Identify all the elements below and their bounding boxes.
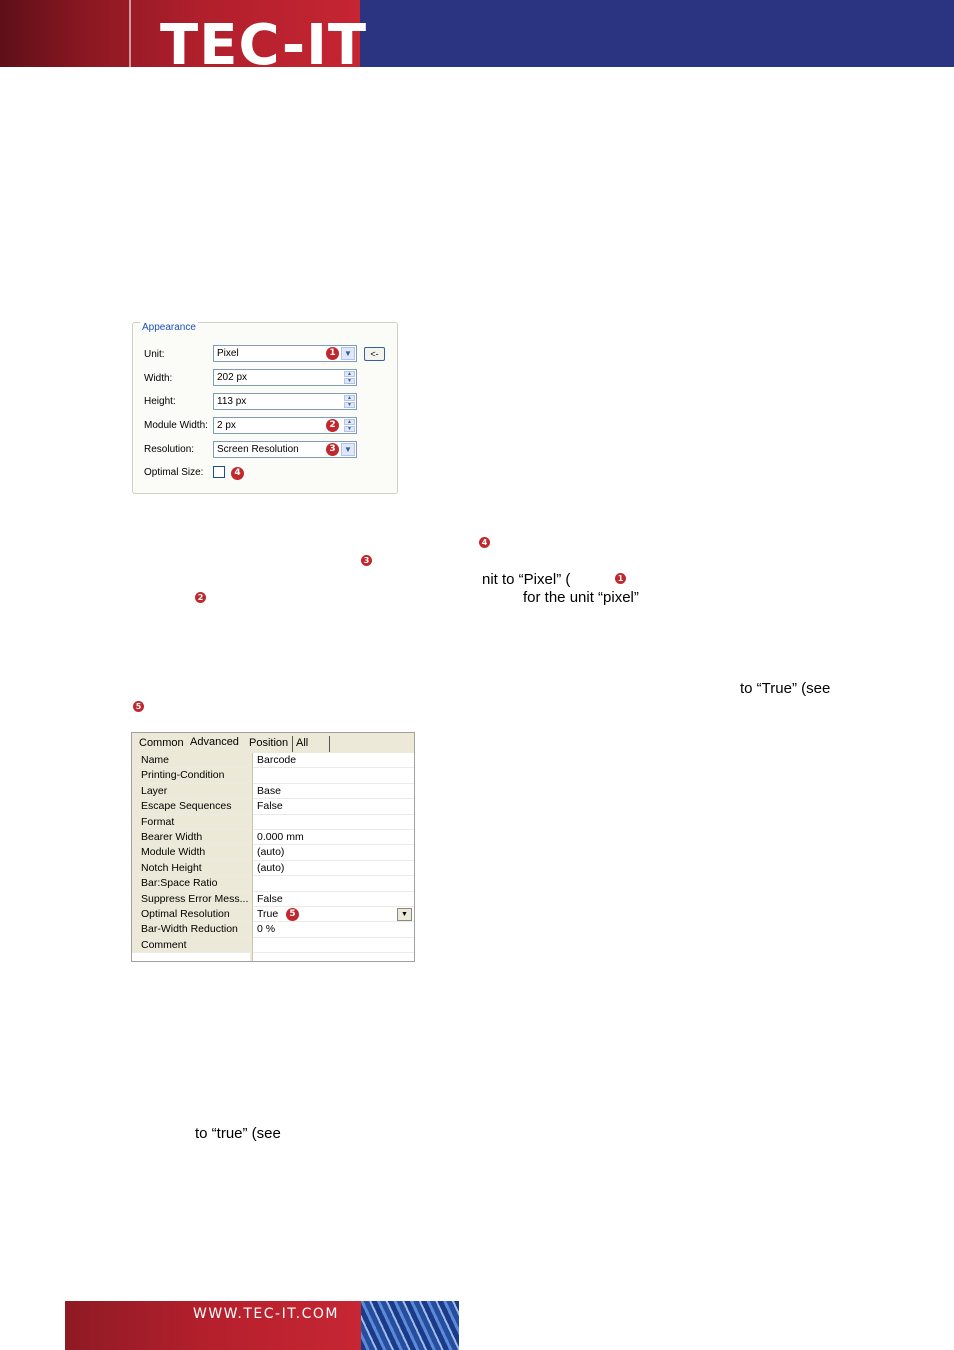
marker-4-text: 4 — [479, 537, 490, 548]
height-stepper[interactable]: ▲ ▼ — [344, 395, 355, 408]
property-row[interactable] — [132, 784, 414, 799]
property-row[interactable] — [132, 768, 414, 783]
header-blue-band — [360, 0, 954, 67]
property-row-optimal-resolution[interactable] — [132, 907, 414, 922]
tec-it-logo: TEC-IT — [160, 14, 368, 67]
property-row[interactable] — [132, 892, 414, 907]
page-header — [0, 0, 954, 67]
property-key: Optimal Resolution — [132, 907, 250, 921]
property-row[interactable] — [132, 815, 414, 830]
property-grid-body — [132, 753, 414, 961]
width-value: 202 px — [217, 372, 248, 383]
property-key: Bearer Width — [132, 830, 250, 844]
property-key: Notch Height — [132, 861, 250, 875]
height-value: 113 px — [217, 396, 247, 407]
marker-5-text: 5 — [133, 701, 144, 712]
property-value: Barcode — [257, 754, 297, 766]
unit-pixel-text: nit to “Pixel” ( — [482, 571, 571, 588]
property-row[interactable] — [132, 845, 414, 860]
height-input[interactable] — [213, 393, 357, 410]
property-value: (auto) — [257, 846, 285, 859]
width-label: Width: — [144, 373, 173, 384]
marker-1: 1 — [326, 347, 339, 360]
footer-url: WWW.TEC-IT.COM — [193, 1306, 339, 1322]
property-key: Name — [132, 753, 250, 767]
property-row[interactable] — [132, 876, 414, 891]
marker-5: 5 — [286, 908, 299, 921]
property-key: Module Width — [132, 845, 250, 859]
marker-3: 3 — [326, 443, 339, 456]
module-width-stepper[interactable]: ▲ ▼ — [344, 419, 355, 432]
optimal-size-checkbox[interactable] — [213, 466, 225, 478]
appearance-panel — [132, 322, 398, 494]
property-value: 0.000 mm — [257, 831, 304, 843]
property-key: Bar-Width Reduction — [132, 922, 250, 936]
appearance-legend: Appearance — [142, 322, 196, 333]
unit-label: Unit: — [144, 349, 165, 360]
chevron-down-icon[interactable]: ▼ — [397, 908, 412, 921]
chevron-down-icon[interactable]: ▼ — [341, 347, 355, 360]
property-value: Base — [257, 784, 281, 797]
unit-pixel-tail-text: for the unit “pixel” — [523, 589, 639, 606]
marker-3-text: 3 — [361, 555, 372, 566]
module-width-value: 2 px — [217, 420, 236, 431]
width-stepper[interactable]: ▲ ▼ — [344, 371, 355, 384]
property-value: (auto) — [257, 861, 285, 874]
chevron-down-icon[interactable]: ▼ — [341, 443, 355, 456]
property-key: Suppress Error Mess... — [132, 892, 250, 906]
property-row[interactable] — [132, 922, 414, 937]
footer-pattern — [361, 1301, 459, 1350]
property-value: 0 % — [257, 923, 276, 936]
property-value: True — [257, 908, 279, 920]
height-label: Height: — [144, 396, 176, 407]
property-key: Comment — [132, 938, 250, 952]
tab-advanced[interactable]: Advanced — [186, 733, 243, 753]
resolution-value: Screen Resolution — [217, 444, 299, 455]
property-key: Printing-Condition — [132, 768, 250, 782]
property-value: False — [257, 892, 283, 905]
to-true-text: to “True” (see — [740, 680, 831, 697]
property-row[interactable] — [132, 938, 414, 953]
property-value: False — [257, 800, 283, 813]
grid-separator[interactable] — [252, 753, 253, 961]
marker-4: 4 — [231, 467, 244, 480]
width-input[interactable] — [213, 369, 357, 386]
tab-position[interactable]: Position — [245, 736, 293, 752]
marker-2: 2 — [326, 419, 339, 432]
property-grid — [131, 732, 415, 962]
to-true-lower-text: to “true” (see — [195, 1125, 281, 1142]
marker-1-text: 1 — [615, 573, 626, 584]
back-button[interactable]: <- — [364, 347, 385, 361]
module-width-label: Module Width: — [144, 420, 208, 431]
marker-2-text: 2 — [195, 592, 206, 603]
property-tabs — [132, 733, 414, 753]
tab-common[interactable]: Common — [135, 736, 189, 752]
property-row[interactable] — [132, 861, 414, 876]
property-row[interactable] — [132, 799, 414, 814]
property-key: Bar:Space Ratio — [132, 876, 250, 890]
property-key: Layer — [132, 784, 250, 798]
property-key: Escape Sequences — [132, 799, 250, 813]
unit-value: Pixel — [217, 348, 239, 359]
property-row[interactable] — [132, 830, 414, 845]
page-footer — [65, 1301, 459, 1350]
optimal-size-label: Optimal Size: — [144, 467, 204, 478]
header-divider — [129, 0, 131, 67]
property-key: Format — [132, 815, 250, 829]
tab-all[interactable]: All — [292, 736, 330, 752]
resolution-label: Resolution: — [144, 444, 195, 455]
property-row[interactable] — [132, 753, 414, 768]
